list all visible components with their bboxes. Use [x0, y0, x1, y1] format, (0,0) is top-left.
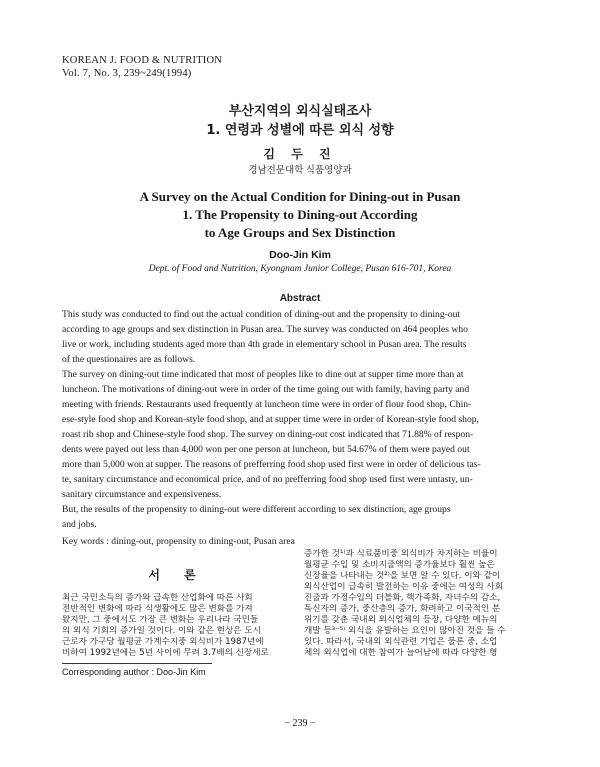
- abstract-line: meeting with friends. Restaurants used frequently at luncheon time were in order of flour food shop, Chin-: [62, 399, 472, 410]
- abstract-heading: Abstract: [279, 293, 321, 304]
- body-line: 위기를 갖춘 국내외 외식업체의 등장, 다양한 메뉴의: [304, 615, 498, 625]
- journal-citation: Vol. 7, No. 3, 239~249(1994): [62, 68, 192, 79]
- body-line: 진출과 가정수입의 더블화, 핵가족화, 자녀수의 감소,: [304, 593, 501, 603]
- keywords-line: Key words : dining-out, propensity to dining-out, Pusan area: [62, 536, 295, 547]
- abstract-line: But, the results of the propensity to dining-out were different according to sex distinction, age groups: [62, 504, 451, 515]
- body-line: 최근 국민소득의 증가와 급속한 산업화에 따른 사회: [62, 593, 253, 603]
- abstract-line: luncheon. The motivations of dining-out were in order of the time going out with family, having party and: [62, 384, 470, 395]
- abstract-line: according to age groups and sex distinction in Pusan area. The survey was conducted on 464 peoples who: [62, 324, 468, 335]
- body-line: 체의 외식업에 대한 참여가 늘어남에 따라 다양한 형: [304, 648, 498, 658]
- korean-affiliation: 경남전문대학 식품영양과: [248, 166, 352, 176]
- body-line: 신장율을 나타내는 것²⁾을 보면 알 수 있다. 이와 같이: [304, 571, 501, 581]
- abstract-line: This study was conducted to find out the actual condition of dining-out and the propensity to dining-out: [62, 309, 461, 320]
- body-line: 외식산업이 급속히 발전하는 이유 중에는 여성의 사회: [304, 582, 504, 592]
- abstract-line: sanitary circumstance and expensiveness.: [62, 489, 222, 500]
- abstract-line: of the questionaires are as follows.: [62, 354, 196, 365]
- english-author: Doo-Jin Kim: [269, 249, 331, 261]
- english-title-line-1: A Survey on the Actual Condition for Dining-out in Pusan: [139, 189, 461, 204]
- journal-name: KOREAN J. FOOD & NUTRITION: [62, 55, 223, 66]
- english-title-line-3: to Age Groups and Sex Distinction: [204, 225, 396, 240]
- body-line: 의 외식 기회의 증가일 것이다. 이와 같은 현상은 도시: [62, 626, 261, 636]
- abstract-line: The survey on dining-out time indicated that most of peoples like to dine out at supper time more than at: [62, 369, 464, 380]
- abstract-line: dents were payed out less than 4,000 won per one person at luncheon, but 54.67% of them were payed out: [62, 444, 470, 455]
- abstract-line: ese-style food shop and Korean-style food shop, and at supper time were in order of Korean-style food shop,: [62, 414, 479, 425]
- body-line: 있다. 따라서, 국내외 외식관련 기업은 물론 중, 소업: [304, 637, 498, 647]
- abstract-line: roast rib shop and Chinese-style food shop. The survey on dining-out cost indicated that 71.88% of respon-: [62, 429, 474, 440]
- body-line: 증가한 것¹⁾과 식료품비중 외식비가 차지하는 비율이: [304, 549, 498, 559]
- body-line: 근로자 가구당 월평균 가계수지중 외식비가 1987년에: [62, 637, 264, 647]
- corresponding-author-note: Corresponding author : Doo-Jin Kim: [62, 667, 206, 677]
- abstract-line: more than 5,000 won at supper. The reasons of prefferring food shop used first were in order of delicious tas-: [62, 459, 481, 470]
- abstract-line: and jobs.: [62, 519, 97, 530]
- korean-author: 김 두 진: [263, 147, 337, 161]
- korean-title-line-1: 부산지역의 외식실태조사: [228, 104, 372, 119]
- page-number: − 239 −: [284, 718, 316, 729]
- english-title-line-2: 1. The Propensity to Dining-out According: [182, 207, 418, 222]
- english-affiliation: Dept. of Food and Nutrition, Kyongnam Junior College, Pusan 616-701, Korea: [148, 264, 452, 274]
- abstract-line: live or work, including students aged more than 4th grade in elementary school in Pusan area. The results: [62, 339, 467, 350]
- korean-title-line-2: 1. 연령과 성별에 따른 외식 성향: [206, 123, 394, 138]
- journal-header: [62, 54, 222, 80]
- footnote-divider: [62, 663, 212, 664]
- body-line: 왔지만, 그 중에서도 가장 큰 변화는 우리나라 국민들: [62, 615, 259, 625]
- section-heading-introduction: 서 론: [148, 568, 206, 582]
- body-line: 전반적인 변화에 따라 식생활에도 많은 변화를 가져: [62, 604, 253, 614]
- body-line: 독신자의 증가, 중산층의 증가, 화려하고 이국적인 분: [304, 604, 501, 614]
- abstract-line: te, sanitary circumstance and economical price, and of no prefferring food shop used first were untasty, un-: [62, 474, 473, 485]
- body-line: 비하여 1992년에는 5년 사이에 무려 3.7배의 신장세로: [62, 648, 269, 658]
- body-line: 개발 등³⁻⁵⁾ 외식을 유발하는 요인이 많아진 것을 들 수: [304, 626, 506, 636]
- body-line: 월평균 수입 및 소비지출액의 증가율보다 훨씬 높은: [304, 560, 495, 570]
